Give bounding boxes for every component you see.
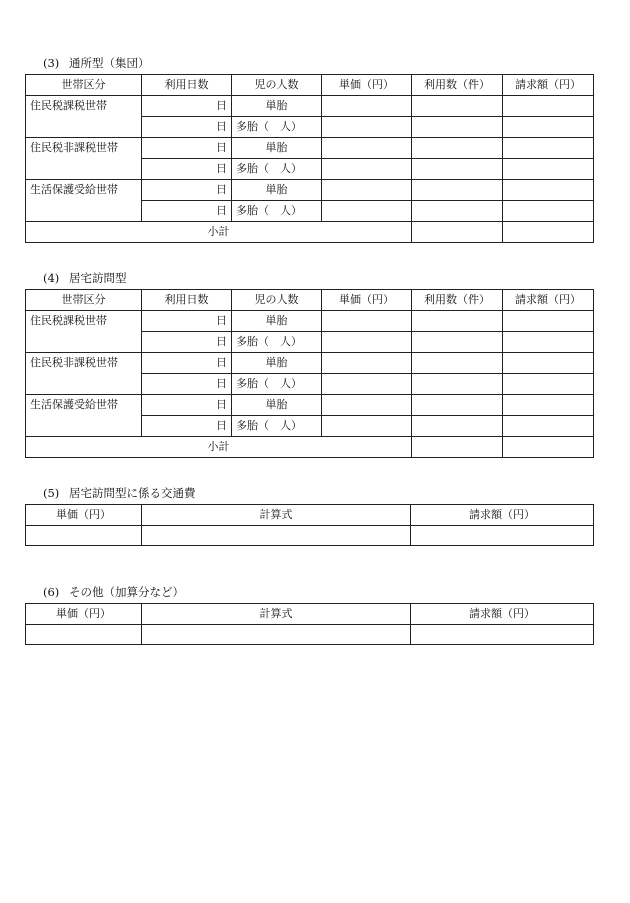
usage-count-input[interactable] bbox=[412, 138, 503, 159]
usage-count-input[interactable] bbox=[412, 159, 503, 180]
unit-price-input[interactable] bbox=[322, 201, 412, 222]
usage-count-input[interactable] bbox=[412, 353, 503, 374]
header-household: 世帯区分 bbox=[26, 75, 142, 96]
household-category: 住民税課税世帯 bbox=[26, 96, 142, 138]
claim-amount-input[interactable] bbox=[503, 416, 594, 437]
days-input[interactable]: 日 bbox=[142, 332, 232, 353]
days-input[interactable]: 日 bbox=[142, 96, 232, 117]
claim-amount-input[interactable] bbox=[503, 374, 594, 395]
claim-amount-input[interactable] bbox=[503, 353, 594, 374]
section-6-title-text: その他（加算分など） bbox=[69, 585, 184, 599]
section-6-table bbox=[25, 603, 594, 645]
usage-count-input[interactable] bbox=[412, 374, 503, 395]
unit-price-input[interactable] bbox=[26, 526, 142, 546]
header-children: 児の人数 bbox=[232, 75, 322, 96]
section-6-title bbox=[43, 584, 593, 600]
header-unit-price: 単価（円） bbox=[26, 505, 142, 526]
unit-price-input[interactable] bbox=[322, 96, 412, 117]
claim-amount-input[interactable] bbox=[503, 332, 594, 353]
section-6-number: (6) bbox=[43, 585, 60, 599]
days-input[interactable]: 日 bbox=[142, 374, 232, 395]
header-formula: 計算式 bbox=[142, 604, 411, 625]
header-unit-price: 単価（円） bbox=[322, 290, 412, 311]
table-row bbox=[26, 96, 594, 117]
children-type[interactable]: 多胎（ 人） bbox=[232, 201, 322, 222]
claim-amount-input[interactable] bbox=[503, 138, 594, 159]
unit-price-input[interactable] bbox=[322, 311, 412, 332]
unit-price-input[interactable] bbox=[322, 138, 412, 159]
unit-price-input[interactable] bbox=[322, 159, 412, 180]
claim-amount-input[interactable] bbox=[503, 117, 594, 138]
subtotal-usage-input[interactable] bbox=[412, 222, 503, 243]
usage-count-input[interactable] bbox=[412, 416, 503, 437]
header-unit-price: 単価（円） bbox=[26, 604, 142, 625]
header-claim-amount: 請求額（円） bbox=[411, 604, 594, 625]
days-input[interactable]: 日 bbox=[142, 416, 232, 437]
usage-count-input[interactable] bbox=[412, 332, 503, 353]
children-type[interactable]: 多胎（ 人） bbox=[232, 374, 322, 395]
header-days: 利用日数 bbox=[142, 290, 232, 311]
household-category: 住民税非課税世帯 bbox=[26, 138, 142, 180]
section-3-table bbox=[25, 74, 594, 243]
formula-input[interactable] bbox=[142, 526, 411, 546]
children-type[interactable]: 多胎（ 人） bbox=[232, 416, 322, 437]
header-usage-count: 利用数（件） bbox=[412, 75, 503, 96]
section-5-number: (5) bbox=[43, 486, 60, 500]
usage-count-input[interactable] bbox=[412, 201, 503, 222]
subtotal-amount-input[interactable] bbox=[503, 437, 594, 458]
days-input[interactable]: 日 bbox=[142, 395, 232, 416]
header-claim-amount: 請求額（円） bbox=[411, 505, 594, 526]
section-3-title bbox=[43, 55, 593, 71]
subtotal-label: 小計 bbox=[26, 222, 412, 243]
subtotal-label: 小計 bbox=[26, 437, 412, 458]
section-4-number: (4) bbox=[43, 271, 60, 285]
table-header-row bbox=[26, 75, 594, 96]
children-type[interactable]: 多胎（ 人） bbox=[232, 332, 322, 353]
claim-amount-input[interactable] bbox=[503, 311, 594, 332]
section-4-title-text: 居宅訪問型 bbox=[69, 271, 127, 285]
table-header-row bbox=[26, 290, 594, 311]
children-type: 単胎 bbox=[232, 311, 322, 332]
household-category: 住民税課税世帯 bbox=[26, 311, 142, 353]
days-input[interactable]: 日 bbox=[142, 353, 232, 374]
header-days: 利用日数 bbox=[142, 75, 232, 96]
household-category: 住民税非課税世帯 bbox=[26, 353, 142, 395]
children-type: 単胎 bbox=[232, 353, 322, 374]
usage-count-input[interactable] bbox=[412, 180, 503, 201]
table-row bbox=[26, 311, 594, 332]
table-row bbox=[26, 526, 594, 546]
subtotal-row bbox=[26, 437, 594, 458]
section-5-table bbox=[25, 504, 594, 546]
section-3-title-text: 通所型（集団） bbox=[69, 56, 150, 70]
header-claim-amount: 請求額（円） bbox=[503, 75, 594, 96]
header-household: 世帯区分 bbox=[26, 290, 142, 311]
table-row bbox=[26, 625, 594, 645]
claim-amount-input[interactable] bbox=[411, 526, 594, 546]
section-5 bbox=[25, 485, 593, 546]
children-type: 単胎 bbox=[232, 138, 322, 159]
usage-count-input[interactable] bbox=[412, 96, 503, 117]
claim-amount-input[interactable] bbox=[503, 159, 594, 180]
claim-amount-input[interactable] bbox=[411, 625, 594, 645]
unit-price-input[interactable] bbox=[322, 374, 412, 395]
unit-price-input[interactable] bbox=[322, 180, 412, 201]
section-4-table bbox=[25, 289, 594, 458]
section-6 bbox=[25, 584, 593, 645]
unit-price-input[interactable] bbox=[322, 395, 412, 416]
claim-amount-input[interactable] bbox=[503, 201, 594, 222]
usage-count-input[interactable] bbox=[412, 117, 503, 138]
children-type: 単胎 bbox=[232, 96, 322, 117]
section-5-title-text: 居宅訪問型に係る交通費 bbox=[69, 486, 196, 500]
header-usage-count: 利用数（件） bbox=[412, 290, 503, 311]
section-4 bbox=[25, 270, 593, 458]
household-category: 生活保護受給世帯 bbox=[26, 395, 142, 437]
subtotal-usage-input[interactable] bbox=[412, 437, 503, 458]
days-input[interactable]: 日 bbox=[142, 138, 232, 159]
table-row bbox=[26, 395, 594, 416]
days-input[interactable]: 日 bbox=[142, 180, 232, 201]
unit-price-input[interactable] bbox=[322, 416, 412, 437]
section-4-title bbox=[43, 270, 593, 286]
subtotal-amount-input[interactable] bbox=[503, 222, 594, 243]
table-header-row bbox=[26, 604, 594, 625]
unit-price-input[interactable] bbox=[26, 625, 142, 645]
children-type: 単胎 bbox=[232, 180, 322, 201]
unit-price-input[interactable] bbox=[322, 117, 412, 138]
header-claim-amount: 請求額（円） bbox=[503, 290, 594, 311]
claim-amount-input[interactable] bbox=[503, 395, 594, 416]
usage-count-input[interactable] bbox=[412, 311, 503, 332]
header-formula: 計算式 bbox=[142, 505, 411, 526]
header-children: 児の人数 bbox=[232, 290, 322, 311]
days-input[interactable]: 日 bbox=[142, 159, 232, 180]
unit-price-input[interactable] bbox=[322, 353, 412, 374]
claim-amount-input[interactable] bbox=[503, 96, 594, 117]
table-header-row bbox=[26, 505, 594, 526]
claim-amount-input[interactable] bbox=[503, 180, 594, 201]
table-row bbox=[26, 138, 594, 159]
usage-count-input[interactable] bbox=[412, 395, 503, 416]
days-input[interactable]: 日 bbox=[142, 311, 232, 332]
children-type: 単胎 bbox=[232, 395, 322, 416]
formula-input[interactable] bbox=[142, 625, 411, 645]
table-row bbox=[26, 180, 594, 201]
children-type[interactable]: 多胎（ 人） bbox=[232, 117, 322, 138]
unit-price-input[interactable] bbox=[322, 332, 412, 353]
days-input[interactable]: 日 bbox=[142, 117, 232, 138]
children-type[interactable]: 多胎（ 人） bbox=[232, 159, 322, 180]
household-category: 生活保護受給世帯 bbox=[26, 180, 142, 222]
days-input[interactable]: 日 bbox=[142, 201, 232, 222]
section-5-title bbox=[43, 485, 593, 501]
section-3 bbox=[25, 55, 593, 243]
subtotal-row bbox=[26, 222, 594, 243]
table-row bbox=[26, 353, 594, 374]
section-3-number: (3) bbox=[43, 56, 60, 70]
header-unit-price: 単価（円） bbox=[322, 75, 412, 96]
